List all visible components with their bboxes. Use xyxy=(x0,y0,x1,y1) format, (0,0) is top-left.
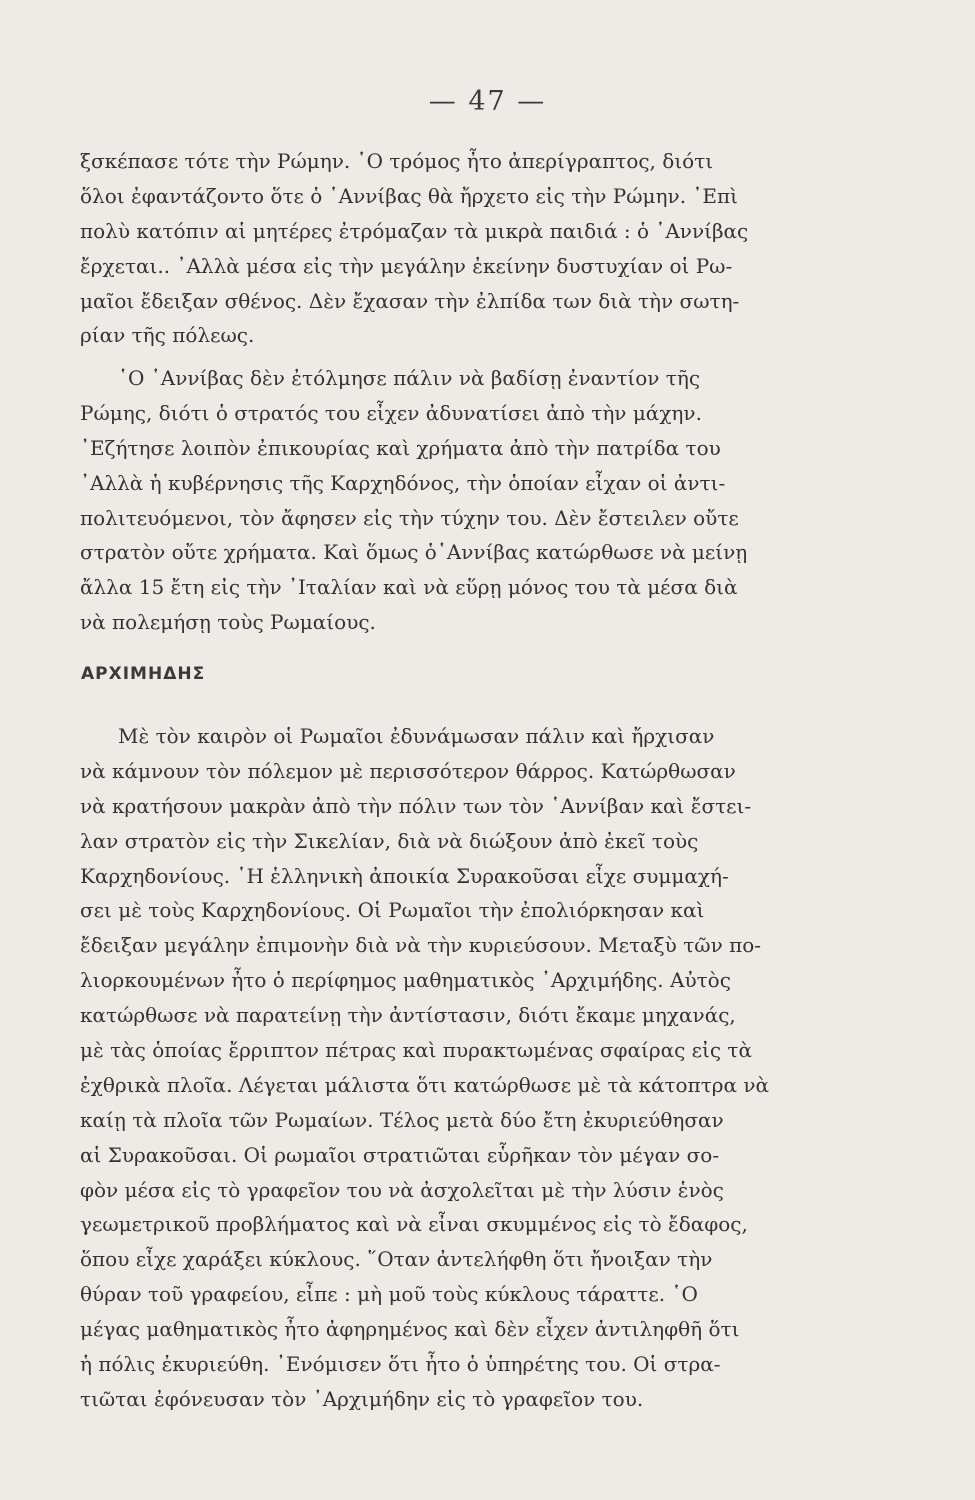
text-line: τιῶται ἐφόνευσαν τὸν ᾿Αρχιμήδην εἰς τὸ γραφεῖον του. xyxy=(80,1386,644,1411)
text-line: πολιτευόμενοι, τὸν ἄφησεν εἰς τὴν τύχην του. Δὲν ἔστειλεν οὔτε xyxy=(80,505,739,530)
text-line: γεωμετρικοῦ προβλήματος καὶ νὰ εἶναι σκυμμένος εἰς τὸ ἔδαφος, xyxy=(80,1212,748,1237)
paragraph-hannibal xyxy=(80,361,848,640)
text-line: Ρώμης, διότι ὁ στρατός του εἶχεν ἀδυνατίσει ἀπὸ τὴν μάχην. xyxy=(80,400,702,425)
page-number: — 47 — xyxy=(428,86,547,117)
text-line: αἱ Συρακοῦσαι. Οἱ ρωμαῖοι στρατιῶται εὗρῆκαν τὸν μέγαν σο- xyxy=(80,1142,720,1167)
text-line: ὅπου εἶχε χαράξει κύκλους. ῞Οταν ἀντελήφθη ὅτι ἤνοιξαν τὴν xyxy=(80,1247,713,1272)
text-line: νὰ κάμνουν τὸν πόλεμον μὲ περισσότερον θάρρος. Κατώρθωσαν xyxy=(80,758,736,783)
text-line: ἔδειξαν μεγάλην ἐπιμονὴν διὰ νὰ τὴν κυριεύσουν. Μεταξὺ τῶν πο- xyxy=(80,933,762,958)
text-line: ἡ πόλις ἐκυριεύθη. ᾿Ενόμισεν ὅτι ἦτο ὁ ὑπηρέτης του. Οἱ στρα- xyxy=(80,1352,721,1377)
text-line: ᾿Εζήτησε λοιπὸν ἐπικουρίας καὶ χρήματα ἀπὸ τὴν πατρίδα του xyxy=(80,435,721,460)
text-line: ἔρχεται.. ᾿Αλλὰ μέσα εἰς τὴν μεγάλην ἐκείνην δυστυχίαν οἱ Ρω- xyxy=(80,253,733,278)
text-line: ρίαν τῆς πόλεως. xyxy=(80,323,255,348)
text-line: μαῖοι ἔδειξαν σθένος. Δὲν ἔχασαν τὴν ἐλπίδα των διὰ τὴν σωτη- xyxy=(80,288,740,313)
text-line: στρατὸν οὔτε χρήματα. Καὶ ὅμως ὁ῾Αννίβας κατώρθωσε νὰ μείνῃ xyxy=(80,540,748,565)
text-line: ἄλλα 15 ἔτη εἰς τὴν ᾿Ιταλίαν καὶ νὰ εὕρῃ μόνος του τὰ μέσα διὰ xyxy=(80,575,738,600)
text-line: σει μὲ τοὺς Καρχηδονίους. Οἱ Ρωμαῖοι τὴν ἐπολιόρκησαν καὶ xyxy=(80,898,705,923)
text-line: ξσκέπασε τότε τὴν Ρώμην. ῾Ο τρόμος ἦτο ἀπερίγραπτος, διότι xyxy=(80,149,714,173)
text-line: ῾Ο ῾Αννίβας δὲν ἐτόλμησε πάλιν νὰ βαδίσῃ ἐναντίον τῆς xyxy=(118,366,701,390)
text-line: μέγας μαθηματικὸς ἦτο ἀφηρημένος καὶ δὲν εἶχεν ἀντιληφθῆ ὅτι xyxy=(80,1317,740,1342)
text-line: λαν στρατὸν εἰς τὴν Σικελίαν, διὰ νὰ διώξουν ἀπὸ ἐκεῖ τοὺς xyxy=(80,828,699,853)
text-line: θύραν τοῦ γραφείου, εἶπε : μὴ μοῦ τοὺς κύκλους τάραττε. ῾Ο xyxy=(80,1282,698,1307)
text-line: ᾿Αλλὰ ἡ κυβέρνησις τῆς Καρχηδόνος, τὴν ὁποίαν εἶχαν οἱ ἀντι- xyxy=(80,470,726,495)
text-line: καίῃ τὰ πλοῖα τῶν Ρωμαίων. Τέλος μετὰ δύο ἔτη ἐκυριεύθησαν xyxy=(80,1107,724,1132)
text-line: φὸν μέσα εἰς τὸ γραφεῖον του νὰ ἀσχολεῖται μὲ τὴν λύσιν ἑνὸς xyxy=(80,1177,724,1202)
text-line: νὰ κρατήσουν μακρὰν ἀπὸ τὴν πόλιν των τὸν ῾Αννίβαν καὶ ἔστει- xyxy=(80,793,752,818)
text-line: λιορκουμένων ἦτο ὁ περίφημος μαθηματικὸς ᾿Αρχιμήδης. Αὐτὸς xyxy=(80,968,731,993)
text-line: ὅλοι ἐφαντάζοντο ὅτε ὁ ῾Αννίβας θὰ ἤρχετο εἰς τὴν Ρώμην. ᾿Επὶ xyxy=(80,183,738,208)
section-heading: ΑΡΧΙΜΗΔΗΣ xyxy=(81,664,206,684)
text-line: ἐχθρικὰ πλοῖα. Λέγεται μάλιστα ὅτι κατώρθωσε μὲ τὰ κάτοπτρα νὰ xyxy=(80,1072,770,1097)
paragraph-roman-fear xyxy=(80,144,848,353)
paragraph-archimedes xyxy=(80,719,848,1417)
text-line: Μὲ τὸν καιρὸν οἱ Ρωμαῖοι ἐδυνάμωσαν πάλιν καὶ ἤρχισαν xyxy=(118,724,715,748)
text-line: νὰ πολεμήσῃ τοὺς Ρωμαίους. xyxy=(80,610,376,635)
text-line: μὲ τὰς ὁποίας ἔρριπτον πέτρας καὶ πυρακτωμένας σφαίρας εἰς τὰ xyxy=(80,1038,752,1063)
text-line: πολὺ κατόπιν αἱ μητέρες ἐτρόμαζαν τὰ μικρὰ παιδιά : ὁ ῾Αννίβας xyxy=(80,218,749,243)
text-line: κατώρθωσε νὰ παρατείνῃ τὴν ἀντίστασιν, διότι ἔκαμε μηχανάς, xyxy=(80,1003,736,1028)
text-line: Καρχηδονίους. ῾Η ἑλληνικὴ ἀποικία Συρακοῦσαι εἶχε συμμαχή- xyxy=(80,863,729,888)
